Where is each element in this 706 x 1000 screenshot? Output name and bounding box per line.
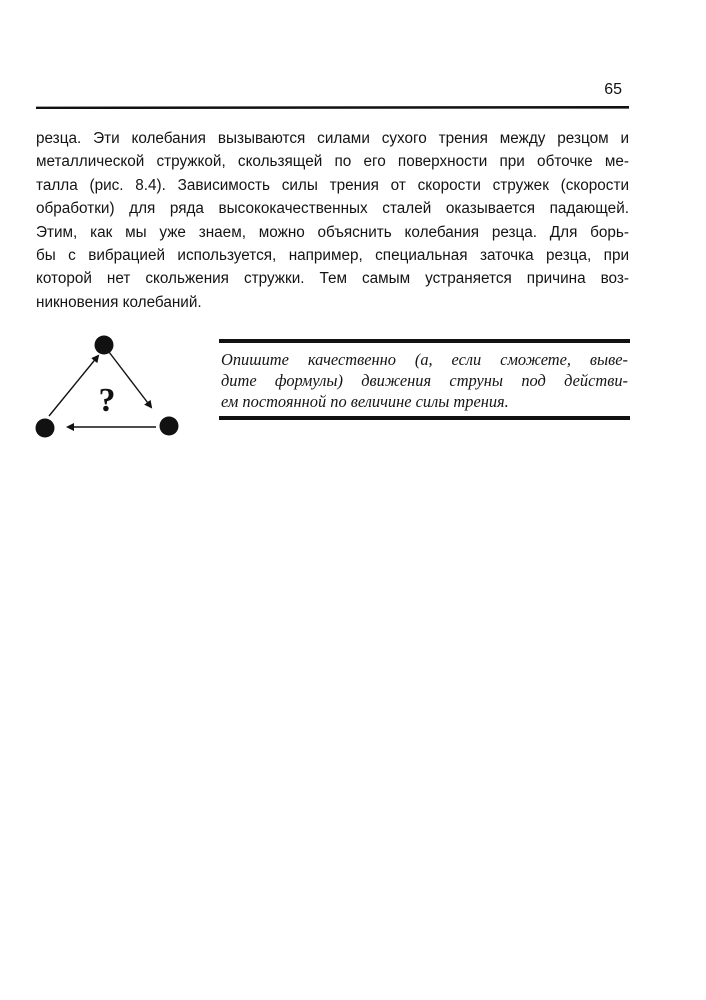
task-text xyxy=(221,349,628,412)
text-line: никновения колебаний. xyxy=(36,293,202,311)
text-line: бы с вибрацией используется, например, специальная заточка резца, при xyxy=(36,246,629,264)
arrow-left-to-top xyxy=(49,356,98,416)
body-paragraph xyxy=(36,127,629,314)
text-line: которой нет скольжения стружки. Тем самым устраняется причина воз- xyxy=(36,270,629,288)
task-line: дите формулы) движения струны под действи- xyxy=(221,371,628,390)
task-top-rule xyxy=(219,339,630,343)
header-rule xyxy=(36,106,629,109)
text-line: резца. Эти колебания вызываются силами сухого трения между резцом и xyxy=(36,130,629,147)
vertex-top xyxy=(95,336,114,355)
question-mark: ? xyxy=(98,382,116,419)
text-line: талла (рис. 8.4). Зависимость силы трения от скорости стружек (скорости xyxy=(36,176,629,194)
task-bottom-rule xyxy=(219,416,630,420)
task-line: ем постоянной по величине силы трения. xyxy=(221,392,509,411)
task-line: Опишите качественно (а, если сможете, выве- xyxy=(221,350,628,369)
text-line: Этим, как мы уже знаем, можно объяснить колебания резца. Для борь- xyxy=(36,223,629,241)
page-number: 65 xyxy=(604,81,622,98)
vertex-left xyxy=(36,419,55,438)
task-box xyxy=(219,339,630,422)
vertex-right xyxy=(160,417,179,436)
text-line: металлической стружкой, скользящей по его поверхности при обточке ме- xyxy=(36,153,629,171)
text-line: обработки) для ряда высококачественных сталей оказывается падающей. xyxy=(36,200,629,218)
question-triangle-icon xyxy=(28,326,188,450)
